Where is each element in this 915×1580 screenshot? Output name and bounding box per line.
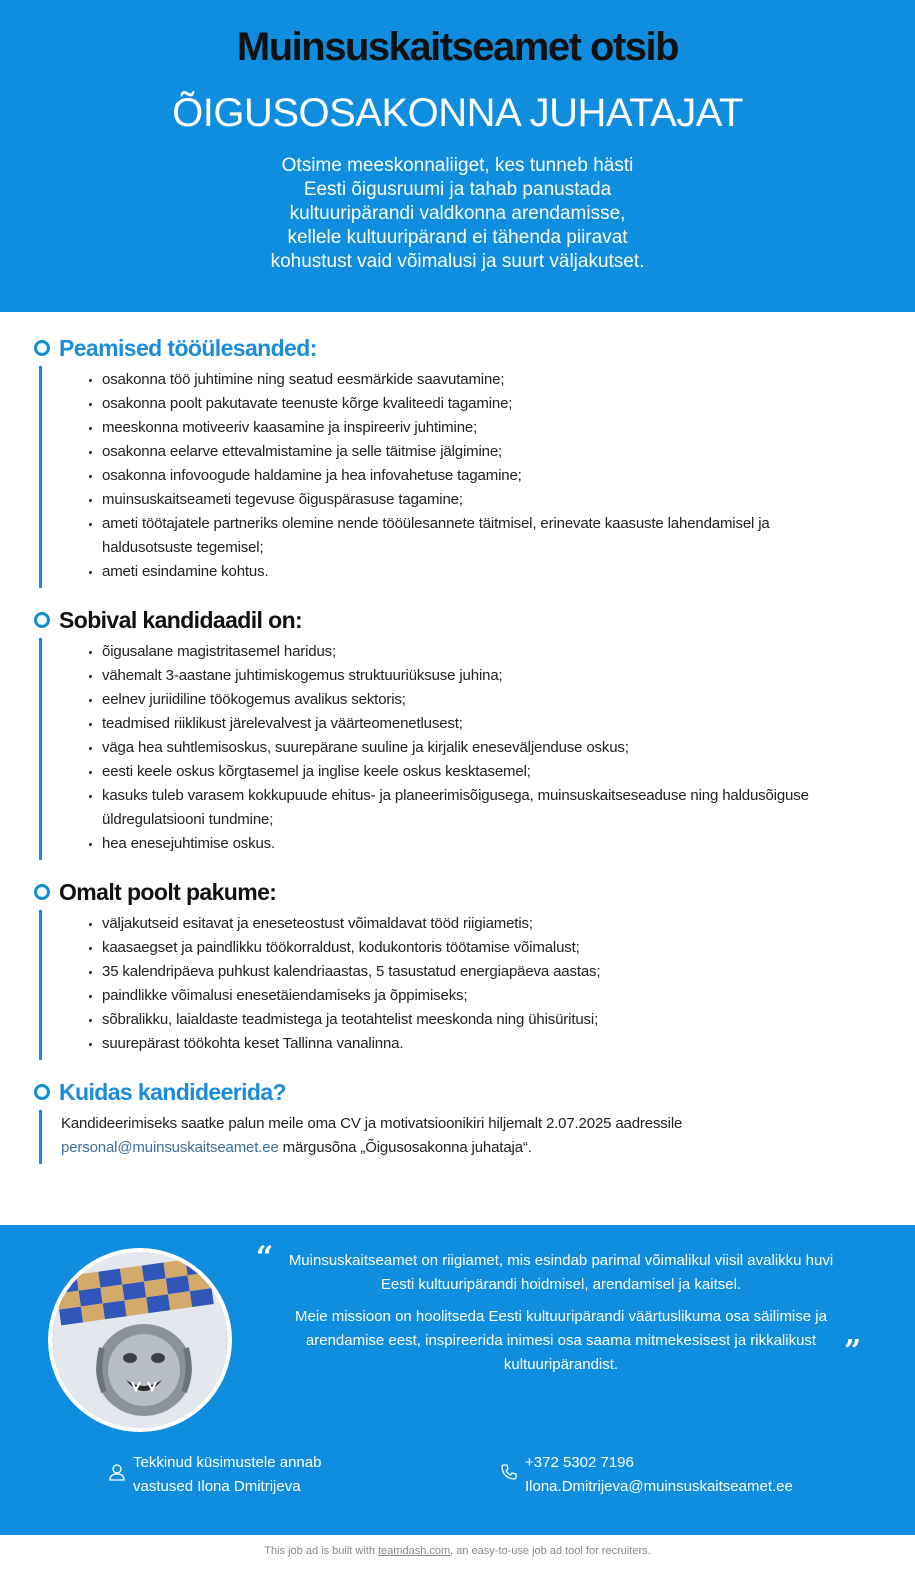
section-header: [34, 874, 894, 910]
intro-line: Otsime meeskonnaliiget, kes tunneb hästi: [281, 155, 634, 176]
bullet-circle-icon: [34, 1084, 50, 1100]
page-title: Muinsuskaitseamet otsib: [236, 25, 679, 69]
bullet-circle-icon: [34, 340, 50, 356]
credit-link[interactable]: teamdash.com: [378, 1545, 451, 1557]
contact-person-line: vastused Ilona Dmitrijeva: [133, 1478, 301, 1495]
bullet-circle-icon: [34, 884, 50, 900]
section-header: [34, 1074, 894, 1110]
list-item: • osakonna infovoogude haldamine ja hea infovahetuse tagamine;: [102, 464, 894, 488]
list-item: • meeskonna motiveeriv kaasamine ja inspireeriv juhtimine;: [102, 416, 894, 440]
list-item: • suurepärast töökohta keset Tallinna vanalinna.: [102, 1032, 894, 1056]
apply-email-link[interactable]: personal@muinsuskaitseamet.ee: [61, 1139, 279, 1156]
quote-close-icon: ”: [844, 1334, 862, 1369]
position-title: ÕIGUSOSAKONNA JUHATAJAT: [172, 91, 743, 135]
candidate-section: [34, 602, 894, 860]
credit-prefix: This job ad is built with: [264, 1545, 378, 1557]
list-item: • paindlikke võimalusi enesetäiendamiseks ja õppimiseks;: [102, 984, 894, 1008]
credit-suffix: , an easy-to-use job ad tool for recruiters.: [450, 1545, 651, 1557]
offer-list: [42, 912, 894, 1056]
contact-details-text: [525, 1451, 793, 1499]
list-item: • väga hea suhtlemisoskus, suurepärane suuline ja kirjalik eneseväljenduse oskus;: [102, 736, 894, 760]
list-item: • kasuks tuleb varasem kokkupuude ehitus- ja planeerimisõigusega, muinsuskaitseseaduse ning haldusõiguse üldregulatsiooni tundmine;: [102, 784, 847, 832]
about-paragraph-2: Meie missioon on hoolitseda Eesti kultuuripärandi väärtuslikuma osa säilimise ja arendamise eest, inspireerida inimesi osa saama mitmekesisest ja rikkalikust kultuuripärandist.: [295, 1308, 827, 1373]
list-item: • kaasaegset ja paindlikku töökorraldust, kodukontoris töötamise võimalust;: [102, 936, 894, 960]
apply-section: [34, 1074, 894, 1164]
about-paragraph-1: Muinsuskaitseamet on riigiamet, mis esindab parimal võimalikul viisil avalikku huvi Eesti kultuuripärandi hoidmisel, arendamisel ja kaitsel.: [288, 1252, 834, 1293]
section-heading: Peamised tööülesanded:: [59, 334, 317, 361]
list-item: • väljakutseid esitavat ja eneseteostust võimaldavat tööd riigiametis;: [102, 912, 894, 936]
section-heading: Kuidas kandideerida?: [59, 1078, 287, 1105]
contact-details: [500, 1451, 793, 1499]
list-item: • osakonna eelarve ettevalmistamine ja selle täitmise jälgimine;: [102, 440, 894, 464]
list-item: • eesti keele oskus kõrgtasemel ja inglise keele oskus kesktasemel;: [102, 760, 894, 784]
intro-line: kultuuripärandi valdkonna arendamisse,: [289, 203, 626, 224]
list-item: • õigusalane magistritasemel haridus;: [102, 640, 894, 664]
section-body: [39, 366, 894, 588]
section-body: [39, 910, 894, 1060]
section-heading: Omalt poolt pakume:: [59, 878, 277, 905]
contact-person-text: [133, 1451, 321, 1499]
bullet-circle-icon: [34, 612, 50, 628]
contact-person: [108, 1451, 321, 1499]
list-item: • osakonna töö juhtimine ning seatud eesmärkide saavutamine;: [102, 368, 894, 392]
phone-icon: [500, 1463, 520, 1499]
lion-head-emblem-icon: [52, 1252, 228, 1428]
list-item: • teadmised riiklikust järelevalvest ja väärteomenetlusest;: [102, 712, 894, 736]
contact-phone[interactable]: +372 5302 7196: [525, 1454, 634, 1471]
credit-footer: [0, 1545, 915, 1557]
apply-text: [42, 1112, 741, 1160]
list-item: • muinsuskaitseameti tegevuse õiguspärasuse tagamine;: [102, 488, 894, 512]
apply-text-after: märgusõna „Õigusosakonna juhataja“.: [278, 1139, 532, 1156]
contact-person-line: Tekkinud küsimustele annab: [133, 1454, 322, 1471]
user-icon: [108, 1463, 128, 1499]
list-item: • osakonna poolt pakutavate teenuste kõrge kvaliteedi tagamine;: [102, 392, 894, 416]
section-body: [39, 638, 894, 860]
intro-text: [258, 154, 658, 274]
section-body: [39, 1110, 894, 1164]
intro-line: Eesti õigusruumi ja tahab panustada: [303, 179, 612, 200]
section-heading: Sobival kandidaadil on:: [59, 606, 303, 633]
list-item: • ameti töötajatele partneriks olemine nende tööülesannete täitmisel, erinevate kaasuste lahendamisel ja haldusotsuste tegemisel;: [102, 512, 802, 560]
about-quote: [282, 1249, 840, 1385]
list-item: • vähemalt 3-aastane juhtimiskogemus struktuuriüksuse juhina;: [102, 664, 894, 688]
list-item: • eelnev juriidiline töökogemus avalikus sektoris;: [102, 688, 894, 712]
contact-email[interactable]: Ilona.Dmitrijeva@muinsuskaitseamet.ee: [525, 1478, 793, 1495]
candidate-list: [42, 640, 894, 856]
about-band: [0, 1225, 915, 1535]
list-item: • ameti esindamine kohtus.: [102, 560, 894, 584]
quote-open-icon: “: [256, 1240, 274, 1275]
duties-list: [42, 368, 894, 584]
list-item: • sõbralikku, laialdaste teadmistega ja teotahtelist meeskonda ning ühisüritusi;: [102, 1008, 894, 1032]
section-header: [34, 602, 894, 638]
intro-line: kellele kultuuripärand ei tähenda piiravat: [287, 227, 628, 248]
duties-section: [34, 330, 894, 588]
apply-text-before: Kandideerimiseks saatke palun meile oma CV ja motivatsioonikiri hiljemalt 2.07.2025 aadressile: [61, 1115, 683, 1132]
intro-line: kohustust vaid võimalusi ja suurt väljakutset.: [270, 251, 645, 272]
company-logo-image: [48, 1248, 232, 1432]
hero-banner: [0, 0, 915, 312]
section-header: [34, 330, 894, 366]
list-item: • 35 kalendripäeva puhkust kalendriaastas, 5 tasustatud energiapäeva aastas;: [102, 960, 894, 984]
list-item: • hea enesejuhtimise oskus.: [102, 832, 894, 856]
offer-section: [34, 874, 894, 1060]
